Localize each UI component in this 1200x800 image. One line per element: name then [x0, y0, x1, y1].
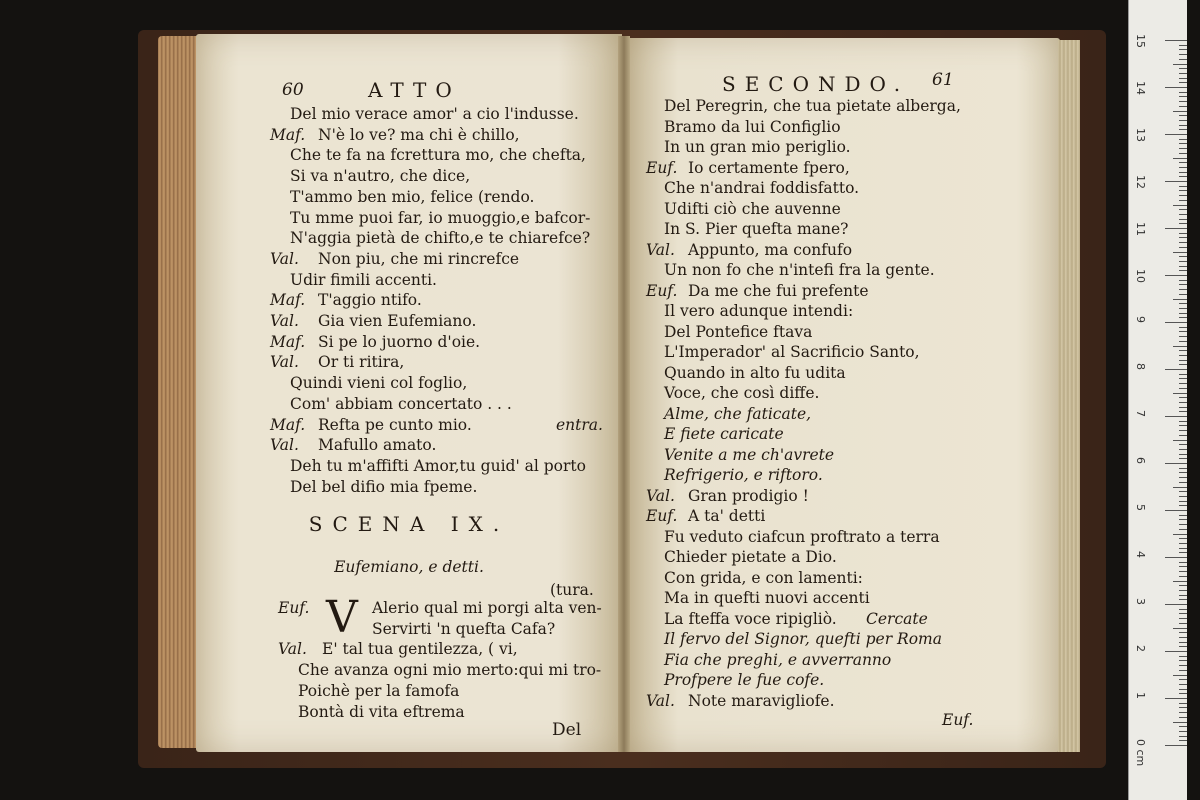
- ruler-minor-tick: [1173, 393, 1187, 394]
- text-line: E' tal tua gentilezza, ( vi,: [322, 640, 518, 659]
- ruler-minor-tick: [1179, 684, 1187, 685]
- speaker-label: Val.: [270, 312, 299, 330]
- tura-fragment: (tura.: [550, 581, 594, 599]
- ruler-minor-tick: [1179, 247, 1187, 248]
- text-line: Alme, che faticate,: [664, 404, 812, 423]
- ruler-tick: [1165, 557, 1187, 558]
- speaker-label: Val.: [646, 486, 675, 505]
- ruler-minor-tick: [1179, 656, 1187, 657]
- ruler-minor-tick: [1179, 54, 1187, 55]
- book-gutter: [618, 36, 630, 752]
- ruler-minor-tick: [1179, 186, 1187, 187]
- ruler-minor-tick: [1179, 707, 1187, 708]
- ruler-minor-tick: [1179, 59, 1187, 60]
- text-line: La fteffa voce ripigliò.: [664, 609, 837, 628]
- text-line: Ma in quefti nuovi accenti: [664, 589, 870, 607]
- ruler-minor-tick: [1179, 529, 1187, 530]
- ruler-minor-tick: [1173, 64, 1187, 65]
- speaker-label: Euf.: [646, 281, 678, 300]
- ruler-minor-tick: [1179, 172, 1187, 173]
- ruler-minor-tick: [1179, 595, 1187, 596]
- ruler-number: 8: [1134, 363, 1147, 370]
- text-line: Io certamente fpero,: [688, 158, 850, 177]
- text-line: Del Pontefice ftava: [664, 322, 813, 341]
- drop-capital: V: [326, 592, 358, 643]
- text-line: Il fervo del Signor, quefti per Roma: [664, 630, 942, 648]
- ruler-minor-tick: [1173, 111, 1187, 112]
- text-line: Tu mme puoi far, io muoggio,e bafcor-: [290, 208, 591, 227]
- ruler-minor-tick: [1173, 675, 1187, 676]
- ruler-minor-tick: [1179, 270, 1187, 271]
- ruler-number: 0 cm: [1134, 739, 1147, 767]
- ruler-tick: [1165, 698, 1187, 699]
- text-line: Venite a me ch'avrete: [664, 445, 835, 464]
- ruler-minor-tick: [1179, 289, 1187, 290]
- speaker-label: Val.: [646, 240, 675, 259]
- ruler-minor-tick: [1179, 454, 1187, 455]
- text-line: Del Peregrin, che tua pietate alberga,: [664, 97, 961, 115]
- ruler-minor-tick: [1179, 642, 1187, 643]
- right-page-number: 61: [932, 70, 954, 90]
- ruler-number: 11: [1134, 222, 1147, 236]
- text-line: A ta' detti: [688, 507, 766, 525]
- ruler-tick: [1165, 651, 1187, 652]
- ruler-minor-tick: [1179, 115, 1187, 116]
- left-catchword: Del: [552, 720, 582, 740]
- ruler-number: 13: [1134, 128, 1147, 142]
- ruler-minor-tick: [1179, 609, 1187, 610]
- ruler-number: 9: [1134, 316, 1147, 323]
- text-line: Che n'andrai foddisfatto.: [664, 179, 860, 197]
- ruler-number: 6: [1134, 457, 1147, 464]
- ruler-minor-tick: [1179, 665, 1187, 666]
- text-line: N'è lo ve? ma chi è chillo,: [318, 125, 520, 144]
- ruler-number: 2: [1134, 645, 1147, 652]
- ruler-number: 3: [1134, 598, 1147, 605]
- ruler-minor-tick: [1179, 45, 1187, 46]
- scene-heading: SCENA IX.: [308, 512, 510, 536]
- ruler-minor-tick: [1179, 562, 1187, 563]
- text-line-tail: Cercate: [866, 609, 928, 628]
- text-line: Servirti 'n quefta Cafa?: [372, 619, 556, 638]
- ruler-tick: [1165, 40, 1187, 41]
- ruler-minor-tick: [1179, 233, 1187, 234]
- ruler-minor-tick: [1179, 341, 1187, 342]
- ruler-minor-tick: [1173, 440, 1187, 441]
- text-line: Bontà di vita eftrema: [298, 702, 465, 721]
- ruler-minor-tick: [1173, 628, 1187, 629]
- ruler-minor-tick: [1179, 468, 1187, 469]
- left-page-number: 60: [282, 80, 304, 100]
- ruler-minor-tick: [1179, 73, 1187, 74]
- ruler-minor-tick: [1179, 623, 1187, 624]
- ruler-minor-tick: [1179, 256, 1187, 257]
- ruler-minor-tick: [1173, 158, 1187, 159]
- ruler-minor-tick: [1179, 552, 1187, 553]
- ruler-minor-tick: [1179, 571, 1187, 572]
- ruler-minor-tick: [1179, 388, 1187, 389]
- ruler-minor-tick: [1179, 242, 1187, 243]
- ruler-minor-tick: [1179, 397, 1187, 398]
- ruler-minor-tick: [1179, 566, 1187, 567]
- ruler-number: 10: [1134, 269, 1147, 283]
- ruler-tick: [1165, 463, 1187, 464]
- text-line: T'ammo ben mio, felice (rendo.: [290, 187, 535, 206]
- speaker-label: Val.: [270, 249, 299, 268]
- ruler-minor-tick: [1179, 491, 1187, 492]
- ruler-minor-tick: [1179, 458, 1187, 459]
- ruler-minor-tick: [1179, 740, 1187, 741]
- ruler-minor-tick: [1179, 435, 1187, 436]
- scene-persons: Eufemiano, e detti.: [334, 558, 484, 576]
- ruler-minor-tick: [1179, 125, 1187, 126]
- ruler-minor-tick: [1179, 284, 1187, 285]
- ruler-minor-tick: [1179, 430, 1187, 431]
- ruler-number: 1: [1134, 692, 1147, 699]
- ruler-minor-tick: [1179, 209, 1187, 210]
- text-line: Voce, che così diffe.: [664, 384, 820, 402]
- ruler-minor-tick: [1179, 402, 1187, 403]
- ruler-minor-tick: [1179, 237, 1187, 238]
- ruler-minor-tick: [1179, 576, 1187, 577]
- ruler-minor-tick: [1179, 176, 1187, 177]
- ruler-minor-tick: [1179, 162, 1187, 163]
- ruler-minor-tick: [1179, 703, 1187, 704]
- ruler-minor-tick: [1179, 355, 1187, 356]
- ruler-minor-tick: [1179, 444, 1187, 445]
- ruler-minor-tick: [1179, 548, 1187, 549]
- text-line: Refta pe cunto mio.: [318, 415, 472, 434]
- text-line: Il vero adunque intendi:: [664, 302, 854, 320]
- ruler-minor-tick: [1179, 294, 1187, 295]
- ruler-tick: [1165, 745, 1187, 746]
- text-line: Chieder pietate a Dio.: [664, 548, 837, 566]
- text-line: Gran prodigio !: [688, 486, 809, 505]
- ruler-minor-tick: [1179, 364, 1187, 365]
- ruler-minor-tick: [1179, 129, 1187, 130]
- ruler-minor-tick: [1173, 299, 1187, 300]
- ruler-minor-tick: [1173, 487, 1187, 488]
- ruler-minor-tick: [1179, 618, 1187, 619]
- text-line: Con grida, e con lamenti:: [664, 568, 863, 587]
- ruler-tick: [1165, 510, 1187, 511]
- text-line: In S. Pier quefta mane?: [664, 220, 849, 238]
- text-line: Del bel difio mia fpeme.: [290, 477, 478, 496]
- ruler-tick: [1165, 322, 1187, 323]
- stage-direction: entra.: [556, 415, 603, 434]
- ruler-minor-tick: [1173, 722, 1187, 723]
- ruler-minor-tick: [1179, 96, 1187, 97]
- text-line: E fiete caricate: [664, 425, 784, 443]
- right-running-head: SECONDO.: [722, 72, 910, 96]
- speaker-label: Val.: [270, 436, 299, 455]
- ruler-minor-tick: [1179, 632, 1187, 633]
- ruler-minor-tick: [1179, 519, 1187, 520]
- ruler-minor-tick: [1179, 501, 1187, 502]
- text-line: Poichè per la famofa: [298, 681, 460, 700]
- text-line: Gia vien Eufemiano.: [318, 312, 477, 330]
- ruler-tick: [1165, 416, 1187, 417]
- ruler-minor-tick: [1173, 252, 1187, 253]
- ruler-minor-tick: [1179, 336, 1187, 337]
- ruler-minor-tick: [1179, 374, 1187, 375]
- text-line: In un gran mio periglio.: [664, 138, 851, 156]
- text-line: Note maravigliofe.: [688, 691, 835, 710]
- ruler-minor-tick: [1173, 205, 1187, 206]
- ruler-number: 5: [1134, 504, 1147, 511]
- text-line: N'aggia pietà de chifto,e te chiarefce?: [290, 229, 591, 248]
- ruler-number: 4: [1134, 551, 1147, 558]
- ruler-tick: [1165, 228, 1187, 229]
- speaker-label: Val.: [278, 640, 307, 659]
- text-line: Quando in alto fu udita: [664, 363, 846, 382]
- ruler-minor-tick: [1179, 407, 1187, 408]
- ruler-minor-tick: [1179, 731, 1187, 732]
- ruler-minor-tick: [1179, 266, 1187, 267]
- ruler-minor-tick: [1173, 346, 1187, 347]
- ruler-minor-tick: [1179, 195, 1187, 196]
- ruler-tick: [1165, 369, 1187, 370]
- page-edges-right: [1058, 40, 1080, 752]
- ruler-minor-tick: [1179, 613, 1187, 614]
- text-line: Refrigerio, e riftoro.: [664, 466, 823, 484]
- text-line: Or ti ritira,: [318, 353, 405, 372]
- ruler-minor-tick: [1179, 331, 1187, 332]
- text-line: Appunto, ma confufo: [688, 240, 853, 259]
- ruler-minor-tick: [1179, 106, 1187, 107]
- ruler-minor-tick: [1179, 717, 1187, 718]
- speaker-label: Euf.: [646, 507, 678, 525]
- ruler-minor-tick: [1179, 360, 1187, 361]
- text-line: Udifti ciò che auvenne: [664, 199, 841, 218]
- ruler-tick: [1165, 87, 1187, 88]
- ruler-minor-tick: [1179, 68, 1187, 69]
- text-line: Fia che preghi, e avverranno: [664, 650, 892, 669]
- text-line: Non piu, che mi rincrefce: [318, 249, 520, 268]
- text-line: Che te fa na fcrettura mo, che chefta,: [290, 146, 586, 165]
- ruler-minor-tick: [1179, 190, 1187, 191]
- ruler-minor-tick: [1179, 599, 1187, 600]
- ruler-minor-tick: [1179, 327, 1187, 328]
- text-line: Si va n'autro, che dice,: [290, 167, 471, 186]
- text-line: Del mio verace amor' a cio l'indusse.: [290, 105, 579, 123]
- ruler-number: 7: [1134, 410, 1147, 417]
- ruler-minor-tick: [1179, 679, 1187, 680]
- ruler-minor-tick: [1179, 585, 1187, 586]
- ruler-tick: [1165, 134, 1187, 135]
- ruler-minor-tick: [1179, 214, 1187, 215]
- scale-ruler: [1128, 0, 1187, 800]
- ruler-minor-tick: [1179, 449, 1187, 450]
- ruler-minor-tick: [1179, 543, 1187, 544]
- ruler-minor-tick: [1179, 82, 1187, 83]
- ruler-number: 14: [1134, 81, 1147, 95]
- text-line: Profpere le fue cofe.: [664, 671, 825, 689]
- text-line: Fu veduto ciafcun proftrato a terra: [664, 527, 940, 546]
- text-line: Alerio qual mi porgi alta ven-: [372, 599, 602, 617]
- ruler-minor-tick: [1173, 534, 1187, 535]
- ruler-minor-tick: [1179, 120, 1187, 121]
- ruler-minor-tick: [1179, 505, 1187, 506]
- ruler-minor-tick: [1179, 515, 1187, 516]
- ruler-minor-tick: [1179, 223, 1187, 224]
- ruler-minor-tick: [1179, 425, 1187, 426]
- ruler-tick: [1165, 275, 1187, 276]
- ruler-minor-tick: [1179, 280, 1187, 281]
- ruler-minor-tick: [1179, 712, 1187, 713]
- ruler-minor-tick: [1179, 153, 1187, 154]
- speaker-label: Val.: [646, 691, 675, 710]
- ruler-minor-tick: [1179, 49, 1187, 50]
- speaker-label: Euf.: [278, 599, 310, 617]
- ruler-minor-tick: [1179, 308, 1187, 309]
- ruler-minor-tick: [1179, 660, 1187, 661]
- ruler-tick: [1165, 604, 1187, 605]
- speaker-label: Maf.: [270, 125, 306, 144]
- ruler-minor-tick: [1179, 167, 1187, 168]
- text-line: Si pe lo juorno d'oie.: [318, 332, 481, 351]
- speaker-label: Maf.: [270, 332, 306, 351]
- ruler-minor-tick: [1179, 736, 1187, 737]
- ruler-minor-tick: [1179, 317, 1187, 318]
- ruler-minor-tick: [1179, 482, 1187, 483]
- ruler-tick: [1165, 181, 1187, 182]
- left-running-head: ATTO: [368, 78, 461, 102]
- ruler-minor-tick: [1179, 92, 1187, 93]
- right-catchword: Euf.: [942, 711, 974, 729]
- text-line: Com' abbiam concertato . . .: [290, 394, 512, 413]
- speaker-label: Maf.: [270, 415, 306, 434]
- text-line: Deh tu m'affifti Amor,tu guid' al porto: [290, 456, 586, 475]
- speaker-label: Euf.: [646, 158, 678, 177]
- ruler-minor-tick: [1179, 78, 1187, 79]
- ruler-minor-tick: [1179, 693, 1187, 694]
- ruler-minor-tick: [1173, 581, 1187, 582]
- ruler-minor-tick: [1179, 148, 1187, 149]
- ruler-minor-tick: [1179, 303, 1187, 304]
- speaker-label: Maf.: [270, 291, 306, 310]
- ruler-minor-tick: [1179, 139, 1187, 140]
- ruler-minor-tick: [1179, 524, 1187, 525]
- ruler-minor-tick: [1179, 637, 1187, 638]
- ruler-minor-tick: [1179, 200, 1187, 201]
- text-line: Udir fimili accenti.: [290, 270, 437, 289]
- ruler-minor-tick: [1179, 378, 1187, 379]
- ruler-minor-tick: [1179, 219, 1187, 220]
- text-line: Che avanza ogni mio merto:qui mi tro-: [298, 661, 602, 680]
- speaker-label: Val.: [270, 353, 299, 372]
- ruler-number: 15: [1134, 34, 1147, 48]
- ruler-minor-tick: [1179, 383, 1187, 384]
- ruler-minor-tick: [1179, 472, 1187, 473]
- ruler-minor-tick: [1179, 670, 1187, 671]
- ruler-minor-tick: [1179, 143, 1187, 144]
- ruler-minor-tick: [1179, 477, 1187, 478]
- ruler-minor-tick: [1179, 313, 1187, 314]
- ruler-minor-tick: [1179, 726, 1187, 727]
- ruler-minor-tick: [1179, 421, 1187, 422]
- text-line: Un non fo che n'intefi fra la gente.: [664, 261, 935, 279]
- ruler-minor-tick: [1179, 646, 1187, 647]
- text-line: Quindi vieni col foglio,: [290, 374, 468, 393]
- ruler-minor-tick: [1179, 261, 1187, 262]
- ruler-minor-tick: [1179, 689, 1187, 690]
- text-line: L'Imperador' al Sacrificio Santo,: [664, 343, 920, 361]
- ruler-minor-tick: [1179, 350, 1187, 351]
- ruler-minor-tick: [1179, 590, 1187, 591]
- ruler-minor-tick: [1179, 411, 1187, 412]
- ruler-number: 12: [1134, 175, 1147, 189]
- ruler-minor-tick: [1179, 496, 1187, 497]
- text-line: Bramo da lui Configlio: [664, 117, 841, 136]
- text-line: T'aggio ntifo.: [318, 291, 422, 310]
- text-line: Da me che fui prefente: [688, 281, 869, 300]
- ruler-minor-tick: [1179, 538, 1187, 539]
- ruler-minor-tick: [1179, 101, 1187, 102]
- text-line: Mafullo amato.: [318, 436, 437, 455]
